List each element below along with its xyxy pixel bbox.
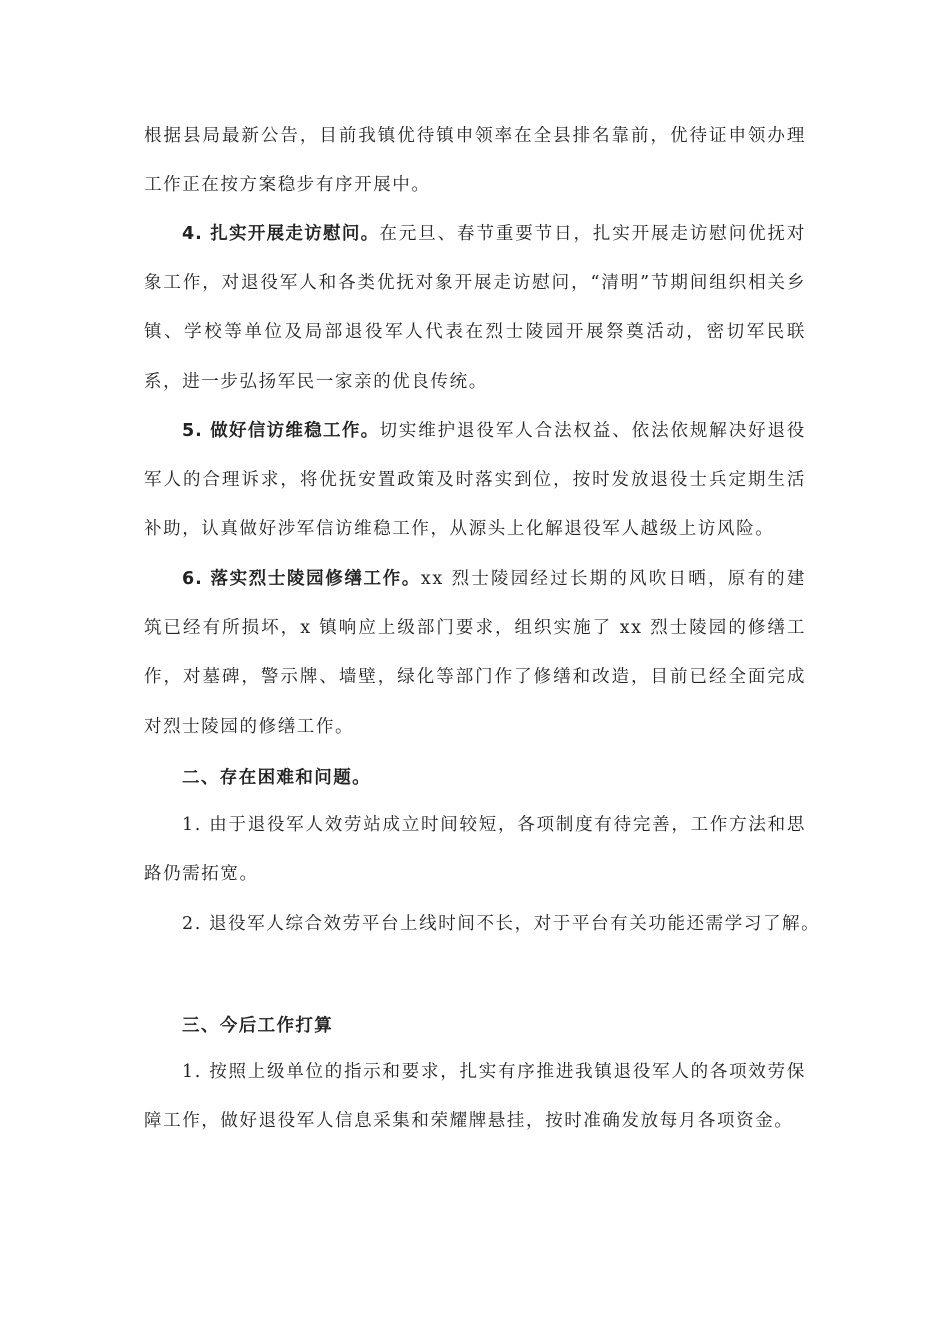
difficulty-item-2: 2. 退役军人综合效劳平台上线时间不长，对于平台有关功能还需学习了解。 [182, 914, 821, 934]
paragraph-cemetery-repair-body: xx 烈士陵园经过长期的风吹日晒，原有的建筑已经有所损坏，x 镇响应上级部门要求，组织实施了 xx 烈士陵园的修缮工作，对墓碑，警示牌、墙壁，绿化等部门作了修缮和改造，目前已经全面完成对烈士陵园的修缮工作。 [144, 569, 806, 737]
section-heading-difficulties: 二、存在困难和问题。 [182, 768, 371, 788]
paragraph-visits-body: 在元旦、春节重要节日，扎实开展走访慰问优抚对象工作，对退役军人和各类优抚对象开展走访慰问，“清明”节期间组织相关乡镇、学校等单位及局部退役军人代表在烈士陵园开展祭奠活动，密切军民联系，进一步弘扬军民一家亲的优良传统。 [144, 224, 807, 392]
paragraph-visits-title: 4. 扎实开展走访慰问。 [182, 224, 380, 244]
section-heading-future-plans: 三、今后工作打算 [182, 1016, 334, 1036]
plan-item-1: 1. 按照上级单位的指示和要求，扎实有序推进我镇退役军人的各项效劳保障工作，做好退役军人信息采集和荣耀牌悬挂，按时准确发放每月各项资金。 [144, 1062, 806, 1132]
difficulty-item-1: 1. 由于退役军人效劳站成立时间较短，各项制度有待完善，工作方法和思路仍需拓宽。 [144, 815, 806, 885]
paragraph-petitions-title: 5. 做好信访维稳工作。 [182, 421, 380, 441]
paragraph-petitions [144, 407, 806, 555]
paragraph-preferential-card: 根据县局最新公告，目前我镇优待镇申领率在全县排名靠前，优待证申领办理工作正在按方案稳步有序开展中。 [144, 126, 806, 196]
paragraph-petitions-body: 切实维护退役军人合法权益、依法依规解决好退役军人的合理诉求，将优抚安置政策及时落实到位，按时发放退役士兵定期生活补助，认真做好涉军信访维稳工作，从源头上化解退役军人越级上访风险。 [144, 421, 807, 540]
paragraph-cemetery-repair-title: 6. 落实烈士陵园修缮工作。 [182, 569, 421, 589]
paragraph-visits [144, 210, 806, 407]
paragraph-cemetery-repair [144, 555, 806, 752]
